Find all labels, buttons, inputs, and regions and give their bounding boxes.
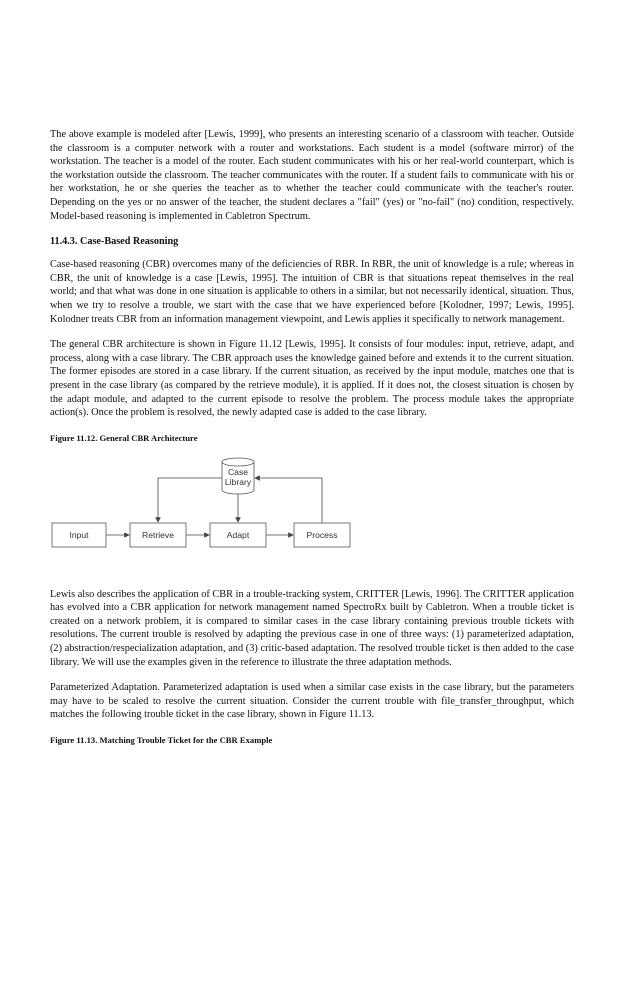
paragraph-cbr-intro: Case-based reasoning (CBR) overcomes many of the deficiencies of RBR. In RBR, the unit of knowledge is a rule; whereas in CBR, the unit of knowledge is a case [Lewis, 1995]. The intuition of CBR is that situations repeat themselves in the real world; and that what was done in one situation is applicable to others in a similar, but not necessarily identical, situation. Thus, when we try to resolve a trouble, we start with the case that we have experienced before [Kolodner, 1997; Lewis, 1995]. Kolodner treats CBR from an information management viewpoint, and Lewis applies it specifically to network management.: [50, 259, 574, 325]
arrow-process-library: [255, 478, 322, 523]
figure-caption-matching-trouble-ticket: Figure 11.13. Matching Trouble Ticket for the CBR Example: [50, 735, 273, 746]
paragraph-parameterized-adaptation: Parameterized Adaptation. Parameterized adaptation is used when a similar case exists in the case library, but the parameters may have to be scaled to resolve the current situation. Consider the current trouble with file_transfer_throughput, which matches the following trouble ticket in the case library, shown in Figure 11.13.: [50, 682, 574, 721]
cbr-architecture-diagram: [50, 448, 574, 578]
figure-caption-cbr-architecture: Figure 11.12. General CBR Architecture: [50, 432, 198, 443]
paragraph-model-based-example: The above example is modeled after [Lewis, 1999], who presents an interesting scenario of a classroom with teacher. Outside the classroom is a computer network with a router and workstations. Each student is a model (software mirror) of the workstation. The teacher is a model of the router. Each student communicates with his or her real-world counterpart, which is the workstation outside the classroom. The teacher communicates with the router. If a student fails to communicate with his or her workstation, he or she queries the teacher as to whether the teacher could communicate with the teacher's router. Depending on the yes or no answer of the teacher, the student declares a "fail" (yes) or "no-fail" (no) condition, respectively. Model-based reasoning is implemented in Cabletron Spectrum.: [50, 129, 574, 222]
paragraph-critter-application: Lewis also describes the application of CBR in a trouble-tracking system, CRITTER [Lewis, 1996]. The CRITTER application has evolved into a CBR application for network management named SpectroRx built by Cabletron. When a trouble ticket is created on a network problem, it is compared to similar cases in the case library containing previous trouble tickets with resolutions. The current trouble is resolved by adapting the previous case in one of three ways: (1) parameterized adaptation, (2) abstraction/respecialization adaptation, and (3) critic-based adaptation. The resolved trouble ticket is then added to the case library. We will use the examples given in the reference to illustrate the three adaptation methods.: [50, 588, 574, 668]
case-library-label-line2: Library: [224, 476, 252, 487]
cbr-diagram-graphics: [50, 448, 574, 578]
paragraph-cbr-architecture: The general CBR architecture is shown in Figure 11.12 [Lewis, 1995]. It consists of four modules: input, retrieve, adapt, and process, along with a case library. The CBR approach uses the knowledge gained before and extends it to the current situation. The former episodes are stored in a case library. If the current situation, as received by the input module, matches one that is present in the case library (as compared by the retrieve module), it is applied. If it does not, the closest situation is chosen by the adapt module, and adapted to the current episode to resolve the problem. The process module takes the appropriate action(s). Once the problem is resolved, the newly adapted case is added to the case library.: [50, 339, 574, 419]
arrow-library-retrieve: [158, 478, 222, 522]
retrieve-label: Retrieve: [142, 529, 174, 540]
process-label: Process: [306, 529, 338, 540]
document-body: [50, 128, 574, 750]
case-library-label: [222, 467, 254, 487]
case-library-label-line1: Case: [227, 466, 249, 477]
section-heading-case-based-reasoning: 11.4.3. Case-Based Reasoning: [50, 236, 179, 248]
adapt-label: Adapt: [226, 529, 250, 540]
input-label: Input: [69, 529, 89, 540]
